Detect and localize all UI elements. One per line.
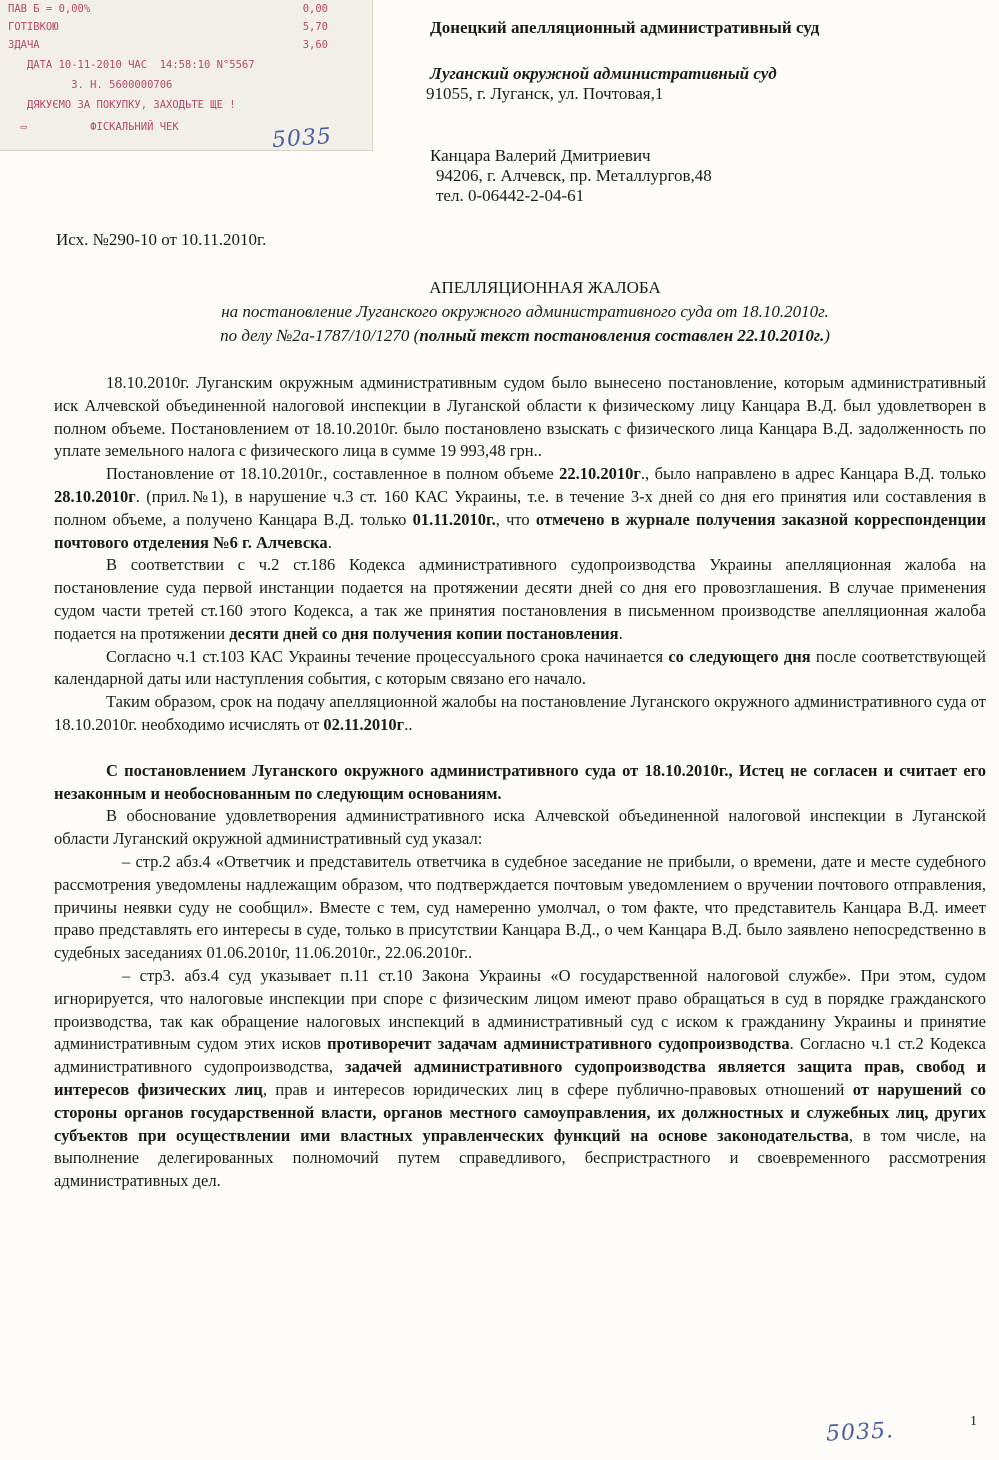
- court-appellate: Донецкий апелляционный административный суд: [430, 18, 820, 37]
- handwritten-number-top: 5035: [271, 123, 333, 154]
- receipt-line-3: ЗДАЧА: [8, 39, 40, 51]
- paragraph-point-1: – стр.2 абз.4 «Ответчик и представитель ответчика в судебное заседание не прибыли, о времени, дате и месте судебного рассмотрения уведомлены надлежащим образом, что подтверждается почтовым уведомлением о вручении почтового отправления, причины неявки суду не сообщил». Вместе с тем, суд намеренно умолчал, о том факте, что представитель Канцара В.Д. имеет право представлять его интересы в суде, только в присутствии Канцара В.Д., о чем Канцара В.Д. было заявлено непосредственно в судебных заседаниях 01.06.2010г, 11.06.2010г., 22.06.2010г..: [54, 851, 986, 963]
- receipt-line-7: ▭ ФІСКАЛЬНИЙ ЧЕК: [8, 121, 179, 133]
- complaint-body: [54, 372, 986, 1193]
- receipt-line-6: ДЯКУЄМО ЗА ПОКУПКУ, ЗАХОДЬТЕ ЩЕ !: [8, 99, 236, 111]
- applicant-name: Канцара Валерий Дмитриевич: [430, 146, 651, 165]
- receipt-value-1: 0,00: [302, 3, 328, 15]
- paragraph-disagreement: С постановлением Луганского окружного административного суда от 18.10.2010г., Истец не согласен и считает его незаконным и необоснованным по следующим основаниям.: [54, 760, 986, 803]
- paragraph-delivery: Постановление от 18.10.2010г., составленное в полном объеме 22.10.2010г., было направлено в адрес Канцара В.Д. только 28.10.2010г. (прил.№1), в нарушение ч.3 ст. 160 КАС Украины, т.е. в течение 3-х дней со дня его принятия или составления в полном объеме, а получено Канцара В.Д. только 01.11.2010г., что отмечено в журнале получения заказной корреспонденции почтового отделения №6 г. Алчевска.: [54, 464, 987, 552]
- outgoing-reference: Исх. №290-10 от 10.11.2010г.: [56, 230, 267, 249]
- paragraph-term-conclusion: Таким образом, срок на подачу апелляционной жалобы на постановление Луганского окружного административного суда от 18.10.2010г. необходимо исчислять от 02.11.2010г..: [54, 692, 986, 734]
- paragraph-term-start: Согласно ч.1 ст.103 КАС Украины течение процессуального срока начинается со следующего дня после соответствующей календарной даты или наступления события, с которым связано его начало.: [54, 646, 986, 689]
- document-subtitle-2: по делу №2а-1787/10/1270 (полный текст постановления составлен 22.10.2010г.): [220, 326, 830, 345]
- receipt-line-1: ПАВ Б = 0,00%: [8, 3, 91, 15]
- receipt-line-2: ГОТІВКОЮ: [8, 21, 59, 33]
- applicant-address: 94206, г. Алчевск, пр. Металлургов,48: [436, 166, 712, 185]
- receipt-value-2: 5,70: [302, 21, 328, 33]
- paragraph-court-reasoning: В обоснование удовлетворения административного иска Алчевской объединенной налоговой инспекции в Луганской области Луганский окружной административный суд указал:: [54, 806, 986, 849]
- receipt-line-4: ДАТА 10-11-2010 ЧАС 14:58:10 N°5567: [8, 59, 255, 71]
- document-subtitle-1: на постановление Луганского окружного административного суда от 18.10.2010г.: [221, 302, 829, 321]
- paragraph-appeal-term: В соответствии с ч.2 ст.186 Кодекса административного судопроизводства Украины апелляционная жалоба на постановление суда первой инстанции подается на протяжении десяти дней со дня его провозглашения. В случае применения судом части третей ст.160 этого Кодекса, а так же принятия постановления в письменном производстве апелляционная жалоба подается на протяжении десяти дней со дня получения копии постановления.: [54, 555, 986, 643]
- handwritten-number-bottom: 5035.: [825, 1418, 895, 1447]
- document-title: АПЕЛЛЯЦИОННАЯ ЖАЛОБА: [429, 278, 661, 297]
- receipt-value-3: 3,60: [302, 39, 328, 51]
- receipt-line-5: З. Н. 5600000706: [8, 79, 173, 91]
- court-district: Луганский окружной административный суд: [430, 64, 777, 83]
- court-district-address: 91055, г. Луганск, ул. Почтовая,1: [426, 84, 664, 103]
- applicant-phone: тел. 0-06442-2-04-61: [436, 186, 585, 205]
- page-number: 1: [970, 1414, 977, 1429]
- paragraph-decision: 18.10.2010г. Луганским окружным административным судом было вынесено постановление, которым административный иск Алчевской объединенной налоговой инспекции в Луганской области к физическому лицу Канцара В.Д. был удовлетворен в полном объеме. Постановлением от 18.10.2010г. было постановлено взыскать с физического лица Канцара В.Д. задолженность по уплате земельного налога с физического лица в сумме 19 993,48 грн..: [54, 373, 986, 461]
- paragraph-point-2: – стр3. абз.4 суд указывает п.11 ст.10 Закона Украины «О государственной налоговой службе». При этом, судом игнорируется, что налоговые инспекции при споре с физическим лицом имеют право обращаться в суд в порядке гражданского производства, так как обращение налоговых инспекций в административный суд с иском к гражданину Украины и принятие административным судом этих исков противоречит задачам административного судопроизводства. Согласно ч.1 ст.2 Кодекса административного судопроизводства, задачей административного судопроизводства является защита прав, свобод и интересов физических лиц, прав и интересов юридических лиц в сфере публично-правовых отношений от нарушений со стороны органов государственной власти, органов местного самоуправления, их должностных и служебных лиц, других субъектов при осуществлении ими властных управленческих функций на основе законодательства, в том числе, на выполнение делегированных полномочий путем справедливого, беспристрастного и своевременного рассмотрения административных дел.: [54, 965, 987, 1191]
